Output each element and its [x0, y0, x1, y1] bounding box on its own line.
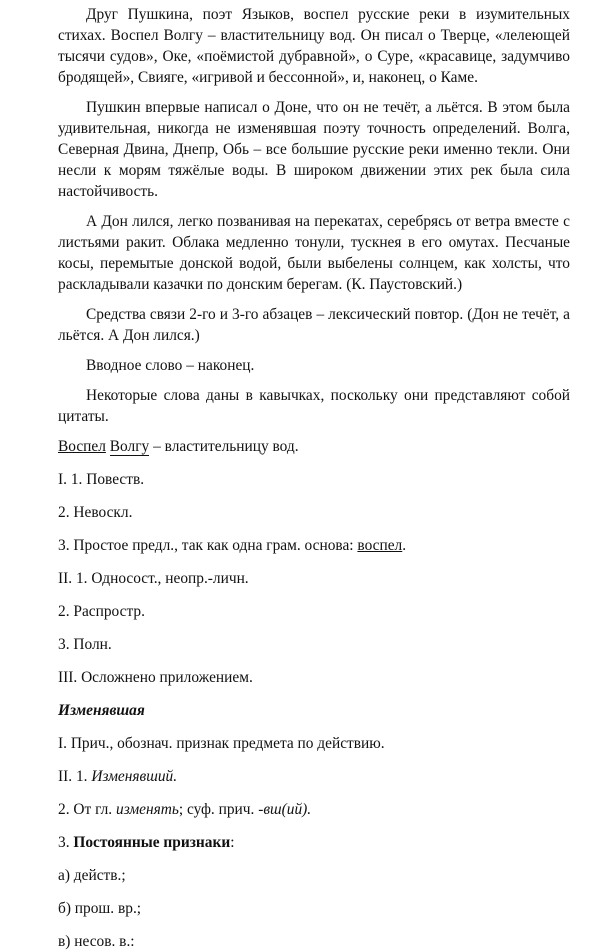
morph-line-4-colon: :	[230, 834, 235, 851]
morph-line-6: б) прош. вр.;	[58, 900, 142, 917]
predicate-word: Воспел	[58, 438, 106, 455]
morph-line-3-mid: ; суф. прич.	[178, 801, 259, 818]
paragraph-4: Средства связи 2-го и 3-го абзацев – лексический повтор. (Дон не течёт, а льётся. А Дон лился.)	[58, 306, 570, 344]
analysis-line-4: II. 1. Односост., неопр.-личн.	[58, 570, 249, 587]
paragraph-6: Некоторые слова даны в кавычках, поскольку они представляют собой цитаты.	[58, 387, 570, 425]
morph-line-1: I. Прич., обознач. признак предмета по действию.	[58, 735, 385, 752]
object-word: Волгу	[109, 438, 150, 455]
participle-suffix: -вш(ий).	[258, 801, 312, 818]
analysis-line-7: III. Осложнено приложением.	[58, 669, 253, 686]
analysis-line-1: I. 1. Повеств.	[58, 471, 145, 488]
grammatical-basis-word: воспел	[357, 537, 403, 554]
paragraph-5: Вводное слово – наконец.	[86, 357, 255, 374]
analysis-line-5: 2. Распростр.	[58, 603, 145, 620]
initial-form: Изменявший.	[91, 768, 178, 785]
morph-line-3	[58, 799, 570, 820]
analysis-line-6: 3. Полн.	[58, 636, 112, 653]
analyzed-sentence	[58, 436, 570, 457]
paragraph-1: Друг Пушкина, поэт Языков, воспел русские реки в изумительных стихах. Воспел Волгу – властительницу вод. Он писал о Тверце, «лелеющей тысячи судов», Оке, «поёмистой дубравной», о Суре, «красавице, задумчиво бродящей», Свияге, «игривой и бессонной», и, наконец, о Каме.	[58, 6, 570, 86]
paragraph-2: Пушкин впервые написал о Доне, что он не течёт, а льётся. В этом была удивительная, никогда не изменявшая поэту точность определений. Волга, Северная Двина, Днепр, Обь – все большие русские реки именно текли. Они несли к морям тяжёлые воды. В широком движении этих рек была сила настойчивость.	[58, 99, 570, 200]
morph-line-2	[58, 766, 570, 787]
word-heading: Изменявшая	[58, 702, 145, 719]
constant-features-label: Постоянные признаки	[73, 834, 231, 851]
source-verb: изменять	[116, 801, 179, 818]
analysis-line-3	[58, 535, 570, 556]
morph-line-3-prefix: 2. От гл.	[58, 801, 116, 818]
morph-line-2-prefix: II. 1.	[58, 768, 92, 785]
morph-line-4-num: 3.	[58, 834, 74, 851]
analysis-line-3-text: 3. Простое предл., так как одна грам. основа:	[58, 537, 358, 554]
analysis-line-3-end: .	[402, 537, 407, 554]
sentence-rest: – властительницу вод.	[149, 438, 299, 455]
analysis-line-2: 2. Невоскл.	[58, 504, 133, 521]
paragraph-3: А Дон лился, легко позванивая на перекатах, серебрясь от ветра вместе с листьями ракит. Облака медленно тонули, тускнея в его омутах. Песчаные косы, перемытые донской водой, были выбелены солнцем, как холсты, что раскладывали казачки по донским берегам. (К. Паустовский.)	[58, 213, 570, 293]
morph-line-7: в) несов. в.:	[58, 933, 135, 950]
morph-line-5: а) действ.;	[58, 867, 126, 884]
morph-line-4	[58, 832, 570, 853]
